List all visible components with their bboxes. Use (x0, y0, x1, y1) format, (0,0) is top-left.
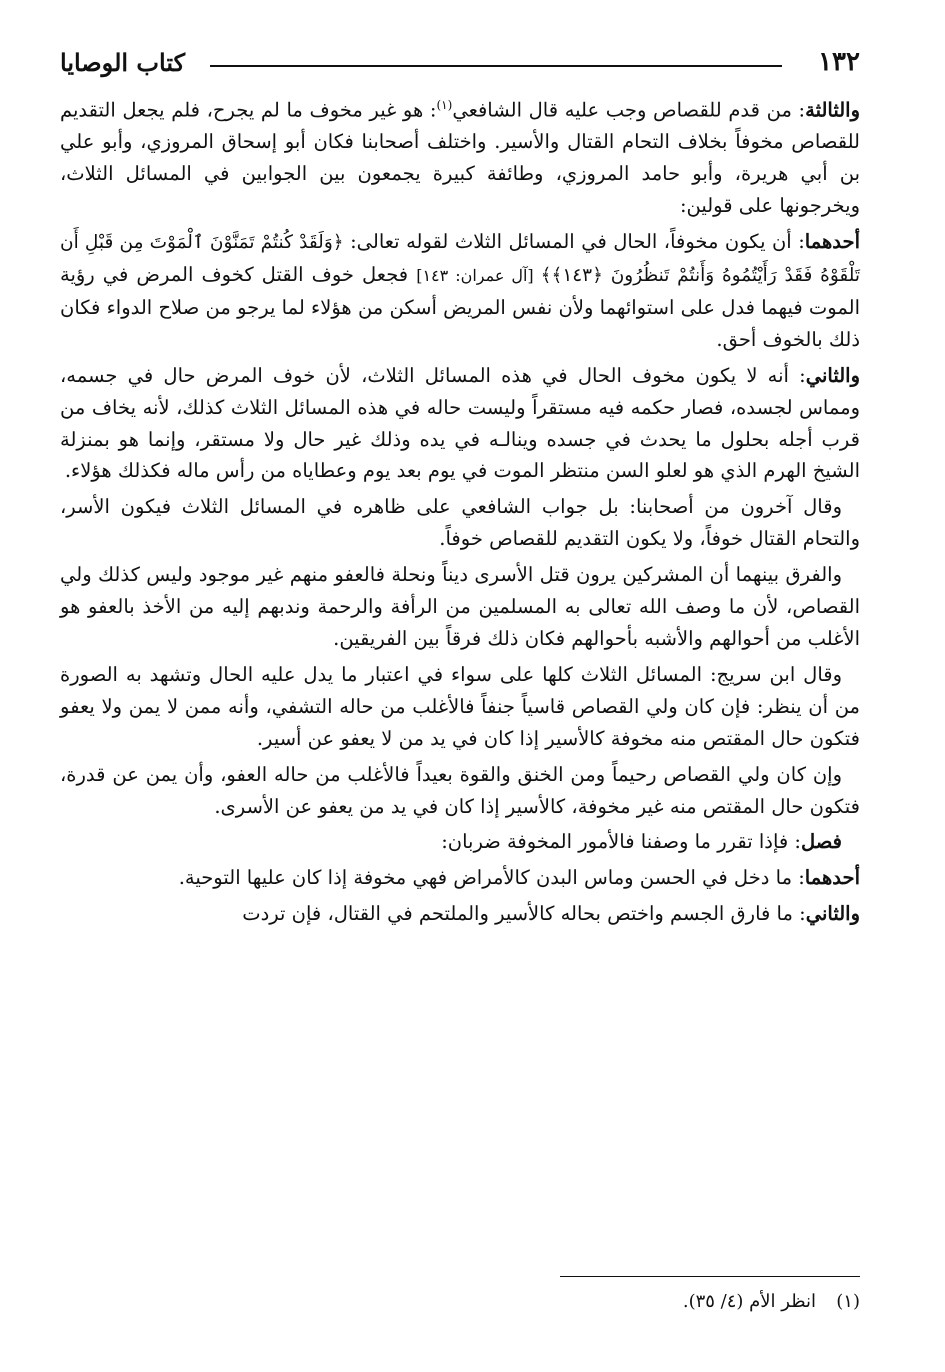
page-number: ١٣٢ (818, 47, 860, 77)
header-rule (210, 65, 782, 67)
paragraph (60, 559, 860, 655)
paragraph-text: : فإذا تقرر ما وصفنا فالأمور المخوفة ضربان: (441, 830, 801, 854)
paragraph-lead: فصل (801, 830, 842, 854)
paragraph-text: : هو غير مخوف ما لم يجرح، فلم يجعل التقديم للقصاص مخوفاً بخلاف التحام القتال والأسير. واختلف أصحابنا فكان أبو إسحاق المروزي، وأبو علي بن أبي هريرة، وأبو حامد المروزي، وطائفة كبيرة يجمعون بين الجوابين في المسائل الثلاث، ويخرجونها على قولين: (60, 98, 860, 218)
paragraph (60, 491, 860, 555)
paragraph (60, 90, 860, 222)
paragraph-lead: والثالثة (805, 98, 860, 122)
paragraph-text: والفرق بينهما أن المشركين يرون قتل الأسرى ديناً ونحلة فالعفو منهم غير موجود وليس كذلك ولي القصاص، لأن ما وصف الله تعالى به المسلمين من الرأفة والرحمة وندبهم إليه من الأخذ بالعفو هو الأغلب من أحوالهم والأشبه بأحوالهم فكان ذلك فرقاً بين الفريقين. (60, 563, 860, 650)
footnote (60, 1288, 860, 1316)
footnote-marker: (١) (436, 98, 453, 112)
book-title: كتاب الوصايا (60, 47, 185, 77)
paragraph (60, 226, 860, 356)
paragraph (60, 759, 860, 823)
paragraph (60, 898, 860, 930)
paragraph-text: : أنه لا يكون مخوف الحال في هذه المسائل الثلاث، لأن خوف المرض حال في جسمه، ومماس لجسده، فصار حكمه فيه مستقراً وليست حاله في هذه المسائل الثلاث كذلك، لأنه يخاف من قرب أجله بحلول ما يحدث في جسده وينالـه في يده وذلك غير حال ولا مستقر، وإنما هو بمنزلة الشيخ الهرم الذي هو لعلو السن منتظر الموت في يوم بعد يوم وعطاياه من رأس ماله فكذلك هؤلاء. (60, 363, 860, 483)
paragraph-lead: والثاني (805, 363, 860, 387)
paragraph-lead: أحدهما (804, 866, 860, 890)
paragraph-lead: والثاني (805, 902, 860, 926)
page (60, 44, 861, 1312)
main-text (60, 90, 860, 930)
footnote-text: انظر الأم (٤/ ٣٥). (682, 1291, 816, 1312)
paragraph-lead: أحدهما (804, 230, 860, 254)
paragraph-text: فجعل خوف القتل كخوف المرض في رؤية الموت فيهما فدل على استوائهما ولأن نفس المريض أسكن من هؤلاء لما يرجو من صلاح الدواء فكان ذلك بالخوف أحق. (60, 263, 860, 351)
quran-verse: ﴿وَلَقَدْ كُنتُمْ تَمَنَّوْنَ ٱلْمَوْتَ مِن قَبْلِ أَن تَلْقَوْهُ فَقَدْ رَأَيْتُمُوهُ وَأَنتُمْ تَنظُرُونَ ﴿١٤٣﴾﴾ (60, 232, 861, 287)
page-header (60, 44, 860, 80)
paragraph-text: وقال آخرون من أصحابنا: بل جواب الشافعي على ظاهره في المسائل الثلاث فيكون الأسر، والتحام القتال خوفاً، ولا يكون التقديم للقصاص خوفاً. (60, 495, 860, 551)
paragraph (60, 826, 860, 858)
footnote-rule (560, 1276, 860, 1277)
verse-reference: [آل عمران: ١٤٣] (416, 266, 541, 286)
paragraph (60, 360, 860, 488)
paragraph (60, 862, 860, 894)
paragraph-text: وإن كان ولي القصاص رحيماً ومن الخنق والقوة بعيداً فالأغلب من حاله العفو، وأن يمن عن قدرة، فتكون حال المقتص منه غير مخوفة، كالأسير إذا كان في يد من يعفو عن الأسرى. (60, 762, 860, 818)
paragraph-text: : من قدم للقصاص وجب عليه قال الشافعي (452, 98, 806, 122)
paragraph-text: : ما فارق الجسم واختص بحاله كالأسير والملتحم في القتال، فإن تردت (242, 902, 806, 926)
paragraph-text: : ما دخل في الحسن وماس البدن كالأمراض فهي مخوفة إذا كان عليها التوحية. (178, 866, 805, 890)
paragraph-text: : أن يكون مخوفاً، الحال في المسائل الثلاث لقوله تعالى: (343, 230, 805, 254)
paragraph-text: وقال ابن سريج: المسائل الثلاث كلها على سواء في اعتبار ما يدل عليه الحال وتشهد به الصورة من أن ينظر: فإن كان ولي القصاص قاسياً جنفاً فالأغلب من حاله التشفي، وأنه ممن لا يمن ولا يعفو فتكون حال المقتص منه مخوفة كالأسير إذا كان في يد من لا يعفو عن أسير. (60, 662, 860, 750)
footnote-number: (١) (836, 1291, 860, 1312)
paragraph (60, 659, 860, 755)
